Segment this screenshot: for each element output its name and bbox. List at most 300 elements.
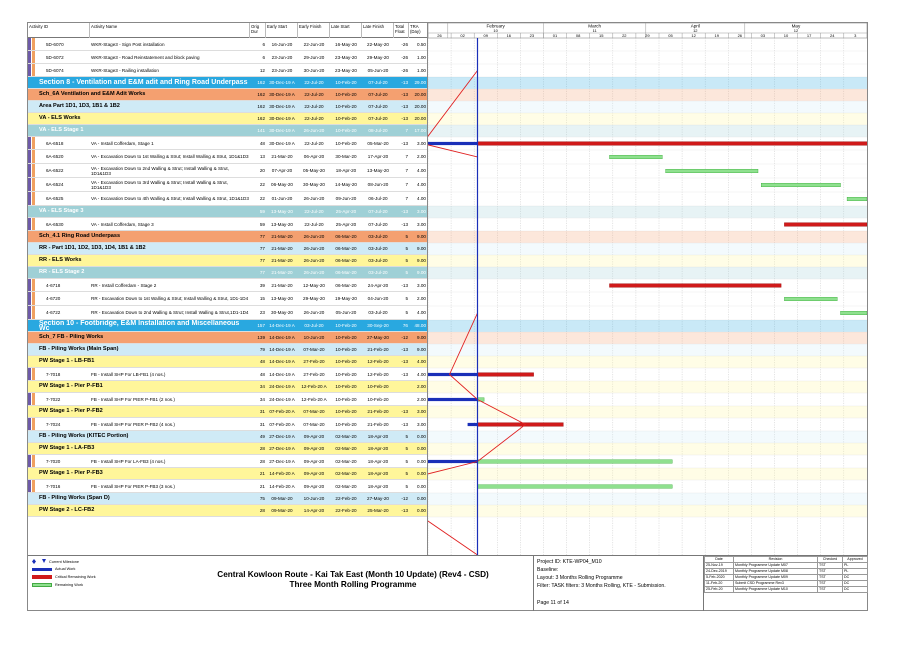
- activity-name: Sch_4.1 Ring Road Underpass: [39, 233, 121, 239]
- early-finish: 10-Jun-20: [303, 335, 325, 340]
- early-start: 14-Dec-19 A: [269, 347, 295, 352]
- total-float: 7: [405, 154, 408, 159]
- orig-duration: 13: [259, 154, 265, 159]
- early-finish: 22-Jul-20: [304, 221, 324, 227]
- orig-duration: 75: [259, 496, 265, 501]
- wbs-row[interactable]: [28, 255, 428, 267]
- baseline: Baseline:: [537, 567, 559, 573]
- wbs-band: [428, 493, 867, 505]
- col-late-finish[interactable]: Late Finish: [362, 23, 394, 38]
- activity-name: WKR-Stage3 - Railing installation: [91, 67, 159, 73]
- late-finish: 18-Apr-20: [367, 483, 389, 489]
- rev-date: 25-Nov-19: [705, 563, 734, 569]
- late-finish: 07-Jul-20: [368, 80, 388, 85]
- tra-days: 17.00: [414, 128, 426, 133]
- total-float: 5: [405, 234, 408, 239]
- early-finish: 29-Jun-20: [303, 54, 325, 60]
- late-finish: 18-Apr-20: [367, 458, 389, 464]
- early-finish: 09-Apr-20: [303, 446, 325, 451]
- activity-id: 7-7024: [46, 421, 61, 427]
- late-start: 02-Mar-20: [335, 434, 357, 439]
- total-float: -13: [401, 409, 408, 414]
- wbs-color-band: [32, 455, 35, 467]
- early-start: 24-Dec-19 A: [269, 396, 295, 402]
- rev-approved: PL: [843, 569, 868, 575]
- total-float: 5: [405, 471, 408, 476]
- late-start: 14-May-20: [335, 182, 357, 187]
- wbs-row[interactable]: [28, 468, 428, 480]
- wbs-color-band: [32, 192, 35, 205]
- rev-checked: TST: [818, 587, 843, 593]
- activity-name: FB - Piling Works (KITEC Portion): [39, 433, 129, 439]
- early-start: 30-Dec-19 A: [269, 104, 295, 109]
- tra-days: 3.00: [417, 140, 426, 146]
- early-start: 14-Dec-19 A: [269, 323, 295, 328]
- week-label: 01: [552, 33, 558, 38]
- wbs-row[interactable]: [28, 320, 428, 332]
- activity-name: PW Stage 2 - LC-FB2: [39, 507, 95, 513]
- actual-work-bar: [428, 460, 478, 463]
- wbs-row[interactable]: [28, 231, 428, 243]
- col-total-float[interactable]: Total Float: [394, 23, 409, 38]
- tra-days: 48.00: [414, 323, 426, 328]
- wbs-row[interactable]: [28, 206, 428, 218]
- late-start: 10-Feb-20: [335, 323, 357, 328]
- col-activity-name[interactable]: Activity Name: [90, 23, 250, 38]
- late-finish: 03-Jul-20: [368, 270, 388, 275]
- table-row[interactable]: [28, 279, 428, 292]
- table-row[interactable]: [28, 64, 428, 77]
- wbs-color-band: [32, 178, 35, 191]
- wbs-color-band: [28, 64, 31, 76]
- late-finish: 27-May-20: [367, 335, 389, 340]
- remaining-work-bar: [478, 460, 673, 464]
- wbs-color-band: [28, 292, 31, 305]
- table-row[interactable]: [28, 164, 428, 178]
- early-start: 27-Dec-19 A: [269, 434, 295, 439]
- wbs-row[interactable]: [28, 381, 428, 393]
- early-start: 07-Feb-20 A: [269, 421, 295, 427]
- table-row[interactable]: [28, 178, 428, 192]
- early-start: 27-Dec-19 A: [269, 446, 295, 451]
- rev-checked: TST: [818, 581, 843, 587]
- wbs-row[interactable]: [28, 344, 428, 356]
- orig-duration: 22: [259, 196, 265, 201]
- rev-description: Monthly Programme Update M09: [734, 575, 818, 581]
- table-row[interactable]: [28, 480, 428, 493]
- tra-days: 20.00: [414, 92, 426, 97]
- late-finish: 12-Feb-20: [367, 371, 389, 377]
- rev-description: Monthly Programme Update M08: [734, 569, 818, 575]
- wbs-row[interactable]: [28, 406, 428, 418]
- actual-work-bar: [428, 373, 478, 376]
- wbs-row[interactable]: [28, 113, 428, 125]
- orig-duration: 79: [259, 347, 265, 352]
- tra-days: 4.00: [417, 310, 426, 315]
- rev-approved: DC: [843, 575, 868, 581]
- wbs-band: [428, 206, 867, 218]
- orig-duration: 22: [259, 182, 265, 187]
- rev-checked: TST: [818, 575, 843, 581]
- late-finish: 12-Feb-20: [367, 359, 389, 364]
- wbs-color-band: [32, 150, 35, 163]
- wbs-row[interactable]: [28, 77, 428, 89]
- title-line-2: Three Month Rolling Programme: [289, 580, 417, 589]
- wbs-band: [428, 505, 867, 517]
- late-start: 10-Feb-20: [335, 104, 357, 109]
- early-start: 30-Dec-19 A: [269, 80, 295, 85]
- total-float: -12: [401, 496, 408, 501]
- week-label: 02: [460, 33, 465, 38]
- milestone-icon: [32, 559, 46, 564]
- total-float: 5: [405, 483, 408, 489]
- rev-col-date: Date: [705, 557, 734, 563]
- month-number: 12: [693, 28, 698, 33]
- tra-days: 20.00: [414, 104, 426, 109]
- early-start: 30-Dec-19 A: [269, 116, 295, 121]
- orig-duration: 15: [259, 296, 265, 301]
- late-start: 25-Apr-20: [335, 209, 357, 214]
- wbs-band: [428, 255, 867, 267]
- late-finish: 05-Mar-20: [367, 140, 389, 146]
- week-label: 10: [783, 33, 789, 38]
- total-float: -13: [401, 116, 408, 121]
- late-start: 10-Feb-20: [335, 140, 357, 146]
- wbs-color-band: [28, 164, 31, 177]
- orig-duration: 59: [259, 209, 265, 214]
- early-finish: 22-Jul-20: [304, 140, 324, 146]
- activity-name: WKR-Stage3 - Sign Post installation: [91, 41, 165, 47]
- week-label: 15: [598, 33, 604, 38]
- early-finish: 26-Jun-20: [303, 310, 325, 315]
- early-start: 06-May-20: [271, 182, 293, 187]
- late-finish: 24-Apr-20: [367, 282, 389, 288]
- early-finish: 07-Mar-20: [303, 421, 325, 427]
- tra-days: 20.00: [414, 116, 426, 121]
- wbs-row[interactable]: [28, 431, 428, 443]
- tra-days: 9.00: [417, 258, 426, 263]
- early-finish: 26-Jun-20: [303, 128, 325, 133]
- table-row[interactable]: [28, 393, 428, 406]
- late-finish: 21-Feb-20: [367, 347, 389, 352]
- early-start: 14-Dec-19 A: [269, 359, 295, 364]
- early-start: 21-Mar-20: [271, 234, 293, 239]
- total-float: -13: [401, 80, 408, 85]
- early-start: 14-Feb-20 A: [269, 471, 295, 476]
- late-finish: 25-Mar-20: [367, 508, 389, 513]
- late-finish: 30-Sep-20: [367, 323, 389, 328]
- orig-duration: 21: [259, 471, 265, 476]
- tra-days: 0.00: [417, 508, 426, 513]
- table-row[interactable]: [28, 368, 428, 381]
- orig-duration: 162: [257, 116, 265, 121]
- early-finish: 26-Jun-20: [303, 246, 325, 251]
- total-float: -13: [401, 92, 408, 97]
- early-finish: 12-May-20: [303, 282, 325, 288]
- tra-days: 0.00: [417, 496, 426, 501]
- wbs-row[interactable]: [28, 89, 428, 101]
- total-float: 76: [402, 323, 408, 328]
- total-float: 7: [405, 196, 408, 201]
- tra-days: 9.00: [417, 234, 426, 239]
- activity-id: 5D-6070: [46, 41, 64, 47]
- col-activity-id[interactable]: Activity ID: [28, 23, 90, 38]
- actual-work-swatch: [32, 568, 52, 571]
- early-finish: 12-Feb-20 A: [301, 384, 327, 389]
- table-row[interactable]: [28, 418, 428, 431]
- total-float: 5: [405, 296, 408, 301]
- table-row[interactable]: [28, 306, 428, 320]
- wbs-row[interactable]: [28, 356, 428, 368]
- early-finish: 09-Apr-20: [303, 458, 325, 464]
- orig-duration: 6: [262, 41, 265, 47]
- total-float: -12: [401, 335, 408, 340]
- activity-name: RR - Part 1D1, 1D2, 1D3, 1D4, 1B1 & 1B2: [39, 245, 146, 251]
- table-row[interactable]: [28, 137, 428, 150]
- early-finish: 12-Feb-20 A: [301, 396, 327, 402]
- activity-name: VA - Install Cofferdam, Stage 1: [91, 140, 154, 146]
- orig-duration: 162: [257, 104, 265, 109]
- wbs-row[interactable]: [28, 505, 428, 517]
- rev-approved: DC: [843, 581, 868, 587]
- page-number: Page 11 of 14: [537, 600, 569, 606]
- revision-row: [705, 587, 868, 593]
- legend-label: Critical Remaining Work: [55, 575, 96, 579]
- late-finish: 21-Feb-20: [367, 409, 389, 414]
- col-early-start[interactable]: Early Start: [266, 23, 298, 38]
- activity-name: PW Stage 1 - LB-FB1: [39, 358, 95, 364]
- table-row[interactable]: [28, 292, 428, 306]
- late-finish: 08-Jun-20: [367, 182, 389, 187]
- early-start: 23-Jun-20: [271, 54, 293, 60]
- wbs-row[interactable]: [28, 443, 428, 455]
- late-start: 06-Mar-20: [335, 258, 357, 263]
- early-finish: 22-Jul-20: [304, 116, 324, 121]
- activity-name: PW Stage 1 - Pier P-FB1: [39, 383, 103, 389]
- early-start: 21-Mar-20: [271, 154, 293, 159]
- orig-duration: 48: [259, 371, 265, 377]
- early-finish: 27-Feb-20: [303, 371, 325, 377]
- orig-duration: 23: [259, 310, 265, 315]
- total-float: -26: [401, 67, 408, 73]
- early-start: 14-Feb-20 A: [269, 483, 295, 489]
- critical-work-bar: [478, 373, 534, 377]
- activity-name: FB - Install SHP For LB-FB1 (4 nos.): [91, 371, 166, 377]
- wbs-band: [428, 320, 867, 332]
- orig-duration: 77: [259, 234, 265, 239]
- table-row[interactable]: [28, 192, 428, 206]
- orig-duration: 77: [259, 270, 265, 275]
- late-finish: 21-Feb-20: [367, 421, 389, 427]
- rev-description: Monthly Programme Update M10: [734, 587, 818, 593]
- rev-checked: TST: [818, 569, 843, 575]
- rev-date: 24-Dec-2019: [705, 569, 734, 575]
- week-label: 3: [854, 33, 857, 38]
- activity-name: VA - ELS Stage 1: [39, 127, 84, 133]
- activity-id: 6A-6520: [46, 154, 64, 159]
- early-finish: 27-Feb-20: [303, 359, 325, 364]
- total-float: 7: [405, 168, 408, 173]
- orig-duration: 77: [259, 258, 265, 263]
- activity-name: RR - Excavation Down to 2nd Walling & Strut; Install Walling & Strut,1D1-1D4: [91, 310, 249, 315]
- tra-days: 1.00: [417, 67, 426, 73]
- early-start: 30-Dec-19 A: [269, 92, 295, 97]
- late-finish: 07-Jul-20: [368, 92, 388, 97]
- late-start: 10-Feb-20: [335, 396, 357, 402]
- late-finish: 13-May-20: [367, 168, 389, 173]
- wbs-band: [428, 113, 867, 125]
- critical-work-swatch: [32, 575, 52, 579]
- week-label: 24: [829, 33, 835, 38]
- tra-days: 0.00: [417, 434, 426, 439]
- table-row[interactable]: [28, 455, 428, 468]
- activity-id: 6A-6522: [46, 168, 64, 173]
- week-label: 17: [806, 33, 812, 38]
- early-start: 24-Dec-19 A: [269, 384, 295, 389]
- wbs-color-band: [28, 137, 31, 149]
- table-row[interactable]: [28, 218, 428, 231]
- early-start: 21-Mar-20: [271, 270, 293, 275]
- tra-days: 4.00: [417, 359, 426, 364]
- tra-days: 2.00: [417, 384, 426, 389]
- wbs-row[interactable]: [28, 267, 428, 279]
- early-start: 30-Dec-19 A: [269, 128, 295, 133]
- total-float: 5: [405, 310, 408, 315]
- orig-duration: 141: [257, 128, 265, 133]
- col-early-finish[interactable]: Early Finish: [298, 23, 330, 38]
- late-start: 10-Feb-20: [335, 384, 357, 389]
- col-orig-dur[interactable]: Orig Dur: [250, 23, 266, 38]
- table-row[interactable]: [28, 38, 428, 51]
- late-finish: 03-Jul-20: [368, 246, 388, 251]
- wbs-row[interactable]: [28, 125, 428, 137]
- activity-name: FB - Install SHP For LA-FB3 (4 nos.): [91, 458, 166, 464]
- tra-days: 3.00: [417, 421, 426, 427]
- activity-name: Sch_6A Ventilation and E&M Adit Works: [39, 91, 146, 97]
- late-start: 10-Feb-20: [335, 359, 357, 364]
- early-start: 07-Feb-20 A: [269, 409, 295, 414]
- table-row[interactable]: [28, 51, 428, 64]
- activity-id: 5D-6072: [46, 54, 64, 60]
- wbs-row[interactable]: [28, 243, 428, 255]
- early-finish: 22-Jul-20: [304, 209, 324, 214]
- table-row[interactable]: [28, 150, 428, 164]
- early-finish: 09-Apr-20: [303, 483, 325, 489]
- tra-days: 29.00: [414, 80, 426, 85]
- wbs-row[interactable]: [28, 101, 428, 113]
- wbs-color-band: [32, 306, 35, 319]
- col-late-start[interactable]: Late Start: [330, 23, 362, 38]
- late-start: 02-Mar-20: [335, 446, 357, 451]
- week-label: 22: [622, 33, 627, 38]
- total-float: -26: [401, 54, 408, 60]
- wbs-band: [428, 125, 867, 137]
- project-info: [533, 556, 704, 611]
- wbs-band: [428, 101, 867, 113]
- tra-days: 2.00: [417, 296, 426, 301]
- wbs-color-band: [28, 178, 31, 191]
- rev-description: Monthly Programme Update M07: [734, 563, 818, 569]
- tra-days: 4.00: [417, 196, 426, 201]
- wbs-band: [428, 77, 867, 89]
- orig-duration: 28: [259, 458, 265, 464]
- late-start: 06-Mar-20: [335, 270, 357, 275]
- total-float: 7: [405, 128, 408, 133]
- orig-duration: 31: [259, 421, 265, 427]
- late-start: 10-Feb-20: [335, 371, 357, 377]
- total-float: -13: [401, 104, 408, 109]
- orig-duration: 12: [259, 67, 265, 73]
- actual-work-bar: [468, 423, 478, 426]
- activity-name: PW Stage 1 - Pier P-FB3: [39, 470, 103, 476]
- early-start: 07-Apr-20: [271, 168, 293, 173]
- early-finish: 30-May-20: [303, 182, 325, 187]
- week-label: 19: [714, 33, 719, 38]
- remaining-work-bar: [610, 155, 663, 159]
- late-finish: 10-Feb-20: [367, 384, 389, 389]
- critical-work-bar: [610, 284, 782, 288]
- wbs-color-band: [32, 38, 35, 50]
- rev-date: 25-Feb-20: [705, 587, 734, 593]
- late-start: 10-Feb-20: [335, 335, 357, 340]
- early-finish: 26-Jun-20: [303, 270, 325, 275]
- wbs-color-band: [28, 480, 31, 492]
- late-start: 10-Feb-20: [335, 80, 357, 85]
- late-start: 19-May-20: [335, 296, 357, 301]
- total-float: [394, 393, 409, 405]
- early-finish: 22-Jun-20: [303, 41, 325, 47]
- wbs-color-band: [32, 292, 35, 305]
- activity-name: FB - Piling Works (Main Span): [39, 346, 119, 352]
- early-start: 14-Dec-19 A: [269, 371, 295, 377]
- late-start: 18-Apr-20: [335, 168, 357, 173]
- wbs-row[interactable]: [28, 332, 428, 344]
- wbs-color-band: [32, 393, 35, 405]
- early-finish: 10-Jun-20: [303, 496, 325, 501]
- col-tra[interactable]: TRA (Day): [409, 23, 428, 38]
- early-start: 21-Mar-20: [271, 246, 293, 251]
- remaining-work-swatch: [32, 583, 52, 587]
- late-finish: 18-Apr-20: [367, 446, 389, 451]
- late-start: 25-Apr-20: [335, 221, 357, 227]
- remaining-work-bar: [666, 169, 758, 173]
- early-start: 01-Jun-20: [271, 196, 293, 201]
- early-start: 09-Mar-20: [271, 508, 293, 513]
- early-finish: 05-May-20: [303, 168, 325, 173]
- rev-checked: TST: [818, 563, 843, 569]
- early-finish: 22-Jul-20: [304, 80, 324, 85]
- total-float: [394, 381, 409, 392]
- activity-id: 6A-6530: [46, 221, 64, 227]
- activity-name: PW Stage 1 - LA-FB3: [39, 445, 95, 451]
- week-label: 16: [506, 33, 512, 38]
- total-float: 5: [405, 434, 408, 439]
- activity-name: VA - ELS Works: [39, 115, 81, 121]
- remaining-work-bar: [784, 297, 837, 301]
- orig-duration: 28: [259, 446, 265, 451]
- early-finish: 14-Apr-20: [303, 508, 325, 513]
- rev-date: 11-Feb-20: [705, 581, 734, 587]
- late-start: 10-Feb-20: [335, 409, 357, 414]
- early-start: 21-Mar-20: [271, 258, 293, 263]
- tra-days: 3.00: [417, 282, 426, 288]
- early-start: 27-Dec-19 A: [269, 458, 295, 464]
- wbs-row[interactable]: [28, 493, 428, 505]
- wbs-band: [428, 231, 867, 243]
- early-finish: 06-Apr-20: [303, 154, 325, 159]
- total-float: 5: [405, 270, 408, 275]
- late-start: 23-May-20: [335, 54, 357, 60]
